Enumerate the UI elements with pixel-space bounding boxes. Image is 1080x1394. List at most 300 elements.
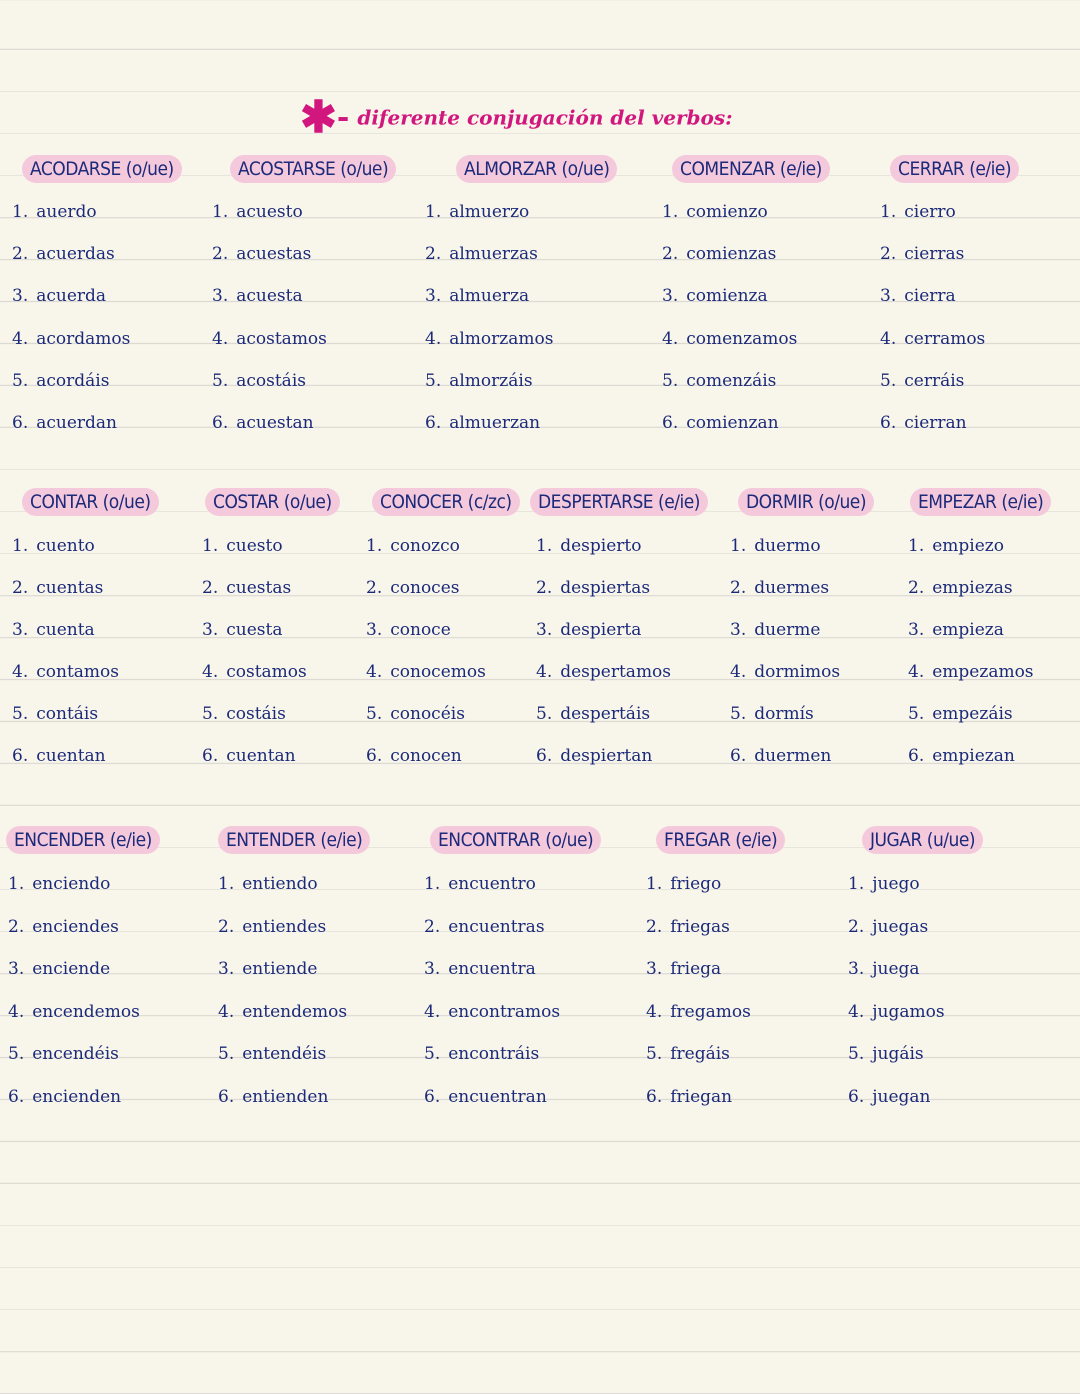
- verb-form: acordamos: [36, 328, 131, 349]
- verb-form: entiende: [242, 959, 318, 979]
- verb-form: friegas: [670, 916, 730, 937]
- verb-form: duermo: [754, 536, 821, 556]
- verb-form: comienzas: [686, 244, 777, 265]
- conjugation-form: [730, 620, 820, 640]
- conjugation-form: [366, 536, 460, 556]
- conjugation-form: [536, 746, 652, 766]
- verb-heading: ACODARSE (o/ue): [22, 155, 182, 183]
- person-number: 5.: [646, 1044, 663, 1064]
- person-number: 5.: [880, 370, 897, 391]
- person-number: 4.: [424, 1001, 441, 1022]
- verb-form: acostamos: [236, 328, 327, 349]
- person-number: 1.: [212, 202, 229, 222]
- person-number: 1.: [730, 536, 747, 556]
- conjugation-form: [202, 746, 296, 766]
- verb-form: conoce: [390, 620, 451, 640]
- person-number: 1.: [908, 536, 925, 556]
- verb-heading: COSTAR (o/ue): [205, 488, 340, 516]
- conjugation-form: [218, 1002, 347, 1022]
- person-number: 2.: [424, 916, 441, 937]
- verb-form: encuentra: [448, 959, 536, 979]
- conjugation-form: [12, 413, 117, 433]
- verb-form: almuerzas: [449, 244, 538, 265]
- verb-form: despertamos: [560, 662, 672, 682]
- verb-form: encendemos: [32, 1001, 140, 1022]
- verb-form: costamos: [226, 662, 307, 682]
- conjugation-form: [425, 413, 540, 433]
- verb-form: acuesto: [236, 202, 303, 222]
- verb-form: comienzo: [686, 202, 768, 222]
- person-number: 4.: [8, 1001, 25, 1022]
- verb-form: entienden: [242, 1086, 329, 1107]
- person-number: 6.: [880, 413, 897, 433]
- title-dash: -: [336, 100, 350, 135]
- conjugation-form: [202, 662, 307, 682]
- conjugation-form: [12, 371, 109, 391]
- conjugation-form: [880, 329, 985, 349]
- verb-form: cuesto: [226, 536, 283, 556]
- person-number: 4.: [848, 1001, 865, 1022]
- person-number: 3.: [202, 620, 219, 640]
- person-number: 4.: [212, 328, 229, 349]
- person-number: 6.: [425, 413, 442, 433]
- person-number: 6.: [366, 746, 383, 766]
- conjugation-form: [908, 536, 1004, 556]
- verb-form: comienzan: [686, 413, 779, 433]
- conjugation-form: [662, 329, 797, 349]
- person-number: 2.: [218, 916, 235, 937]
- conjugation-form: [366, 746, 462, 766]
- person-number: 5.: [662, 370, 679, 391]
- person-number: 5.: [202, 704, 219, 724]
- person-number: 2.: [880, 244, 897, 265]
- person-number: 6.: [908, 746, 925, 766]
- verb-form: acuestas: [236, 244, 312, 265]
- conjugation-form: [8, 1087, 121, 1107]
- verb-form: conocen: [390, 746, 462, 766]
- person-number: 4.: [908, 662, 925, 682]
- person-number: 1.: [202, 536, 219, 556]
- person-number: 5.: [425, 370, 442, 391]
- conjugation-form: [366, 704, 465, 724]
- verb-form: cierran: [904, 413, 967, 433]
- verb-form: cuentan: [36, 746, 106, 766]
- conjugation-form: [202, 536, 283, 556]
- verb-form: cuento: [36, 536, 95, 556]
- verb-form: despierto: [560, 536, 642, 556]
- person-number: 6.: [536, 746, 553, 766]
- person-number: 1.: [218, 874, 235, 894]
- verb-form: almorzáis: [449, 370, 533, 391]
- person-number: 6.: [662, 413, 679, 433]
- person-number: 2.: [662, 244, 679, 265]
- conjugation-form: [730, 536, 821, 556]
- person-number: 5.: [12, 704, 29, 724]
- verb-form: despiertan: [560, 746, 653, 766]
- conjugation-form: [424, 1002, 560, 1022]
- verb-form: entendéis: [242, 1044, 327, 1064]
- conjugation-form: [12, 329, 130, 349]
- person-number: 1.: [8, 874, 25, 894]
- verb-form: despertáis: [560, 704, 651, 724]
- person-number: 6.: [646, 1086, 663, 1107]
- verb-form: cuentas: [36, 578, 104, 598]
- conjugation-form: [662, 202, 768, 222]
- conjugation-form: [424, 1044, 539, 1064]
- person-number: 3.: [662, 286, 679, 307]
- verb-form: despiertas: [560, 578, 651, 598]
- verb-form: cierro: [904, 202, 956, 222]
- verb-form: acordáis: [36, 370, 110, 391]
- verb-form: costáis: [226, 704, 286, 724]
- person-number: 1.: [646, 874, 663, 894]
- verb-form: acuesta: [236, 286, 303, 307]
- conjugation-form: [662, 371, 776, 391]
- person-number: 3.: [366, 620, 383, 640]
- conjugation-form: [218, 917, 326, 937]
- conjugation-form: [12, 286, 106, 306]
- conjugation-form: [424, 917, 545, 937]
- conjugation-form: [212, 244, 311, 264]
- person-number: 2.: [366, 578, 383, 598]
- verb-form: comenzáis: [686, 370, 777, 391]
- verb-form: empieza: [932, 620, 1004, 640]
- person-number: 4.: [662, 328, 679, 349]
- person-number: 4.: [218, 1001, 235, 1022]
- verb-form: contamos: [36, 662, 119, 682]
- verb-form: entiendes: [242, 916, 327, 937]
- verb-form: acostáis: [236, 370, 306, 391]
- person-number: 3.: [218, 959, 235, 979]
- person-number: 6.: [212, 413, 229, 433]
- verb-heading: FREGAR (e/ie): [656, 826, 785, 854]
- verb-heading: ALMORZAR (o/ue): [456, 155, 617, 183]
- verb-form: juego: [872, 874, 920, 894]
- person-number: 1.: [880, 202, 897, 222]
- person-number: 2.: [646, 916, 663, 937]
- verb-form: encuentro: [448, 874, 536, 894]
- person-number: 6.: [730, 746, 747, 766]
- person-number: 1.: [424, 874, 441, 894]
- person-number: 2.: [202, 578, 219, 598]
- verb-heading: ENCENDER (e/ie): [6, 826, 160, 854]
- verb-form: encontramos: [448, 1001, 561, 1022]
- person-number: 4.: [366, 662, 383, 682]
- person-number: 1.: [12, 536, 29, 556]
- person-number: 3.: [536, 620, 553, 640]
- verb-form: conoces: [390, 578, 460, 598]
- verb-form: duermen: [754, 746, 832, 766]
- verb-form: cierras: [904, 244, 965, 265]
- verb-heading: COMENZAR (e/ie): [672, 155, 830, 183]
- conjugation-form: [12, 202, 97, 222]
- conjugation-form: [880, 286, 956, 306]
- verb-form: acuestan: [236, 413, 314, 433]
- person-number: 5.: [908, 704, 925, 724]
- verb-form: fregáis: [670, 1044, 730, 1064]
- verb-form: friego: [670, 874, 722, 894]
- conjugation-form: [848, 874, 920, 894]
- conjugation-form: [848, 1002, 945, 1022]
- verb-form: empiezo: [932, 536, 1004, 556]
- person-number: 2.: [12, 578, 29, 598]
- verb-form: encuentras: [448, 916, 545, 937]
- person-number: 5.: [536, 704, 553, 724]
- verb-form: cerráis: [904, 370, 965, 391]
- conjugation-form: [202, 620, 282, 640]
- conjugation-form: [218, 874, 318, 894]
- person-number: 1.: [848, 874, 865, 894]
- asterisk-icon: ✱: [300, 92, 337, 143]
- conjugation-form: [12, 746, 106, 766]
- verb-heading: CERRAR (e/ie): [890, 155, 1019, 183]
- conjugation-form: [425, 329, 553, 349]
- verb-heading: DORMIR (o/ue): [738, 488, 874, 516]
- title-text: diferente conjugación del verbos:: [357, 105, 733, 130]
- conjugation-form: [212, 286, 303, 306]
- verb-form: comienza: [686, 286, 768, 307]
- person-number: 2.: [12, 244, 29, 265]
- conjugation-form: [202, 578, 291, 598]
- conjugation-form: [908, 578, 1013, 598]
- conjugation-form: [424, 959, 536, 979]
- conjugation-form: [662, 286, 768, 306]
- verb-form: comenzamos: [686, 328, 798, 349]
- verb-form: acuerda: [36, 286, 107, 307]
- conjugation-form: [212, 202, 303, 222]
- person-number: 2.: [8, 916, 25, 937]
- conjugation-form: [8, 917, 119, 937]
- conjugation-form: [908, 704, 1013, 724]
- conjugation-form: [425, 286, 529, 306]
- person-number: 6.: [424, 1086, 441, 1107]
- verb-form: contáis: [36, 704, 99, 724]
- conjugation-form: [848, 1044, 924, 1064]
- verb-form: acuerdan: [36, 413, 117, 433]
- person-number: 4.: [12, 662, 29, 682]
- verb-form: empiezan: [932, 746, 1015, 766]
- conjugation-form: [880, 244, 964, 264]
- conjugation-form: [425, 202, 529, 222]
- person-number: 3.: [12, 620, 29, 640]
- verb-form: cerramos: [904, 328, 986, 349]
- person-number: 3.: [880, 286, 897, 307]
- verb-form: cuentan: [226, 746, 296, 766]
- conjugation-form: [880, 371, 964, 391]
- person-number: 4.: [202, 662, 219, 682]
- person-number: 2.: [425, 244, 442, 265]
- verb-form: juegas: [872, 916, 929, 937]
- person-number: 4.: [425, 328, 442, 349]
- person-number: 5.: [730, 704, 747, 724]
- conjugation-form: [646, 959, 721, 979]
- verb-form: enciende: [32, 959, 111, 979]
- person-number: 5.: [366, 704, 383, 724]
- conjugation-form: [12, 578, 103, 598]
- person-number: 1.: [366, 536, 383, 556]
- verb-form: juega: [872, 959, 920, 979]
- person-number: 5.: [212, 370, 229, 391]
- person-number: 2.: [212, 244, 229, 265]
- conjugation-form: [848, 959, 920, 979]
- verb-form: conocéis: [390, 704, 465, 724]
- person-number: 6.: [12, 413, 29, 433]
- verb-form: almuerzan: [449, 413, 541, 433]
- conjugation-form: [12, 662, 119, 682]
- person-number: 6.: [218, 1086, 235, 1107]
- conjugation-form: [425, 371, 533, 391]
- verb-form: jugamos: [872, 1001, 945, 1022]
- conjugation-form: [730, 704, 814, 724]
- person-number: 1.: [662, 202, 679, 222]
- person-number: 3.: [424, 959, 441, 979]
- verb-form: dormís: [754, 704, 814, 724]
- person-number: 2.: [536, 578, 553, 598]
- verb-form: entiendo: [242, 874, 318, 894]
- verb-heading: EMPEZAR (e/ie): [910, 488, 1051, 516]
- conjugation-form: [212, 329, 327, 349]
- person-number: 5.: [8, 1044, 25, 1064]
- verb-form: acuerdas: [36, 244, 115, 265]
- conjugation-form: [730, 746, 831, 766]
- conjugation-form: [8, 1002, 140, 1022]
- verb-form: encontráis: [448, 1044, 540, 1064]
- conjugation-form: [8, 1044, 119, 1064]
- conjugation-form: [425, 244, 538, 264]
- conjugation-form: [424, 874, 536, 894]
- conjugation-form: [880, 202, 956, 222]
- person-number: 4.: [730, 662, 747, 682]
- conjugation-form: [366, 578, 459, 598]
- person-number: 3.: [8, 959, 25, 979]
- conjugation-form: [646, 917, 730, 937]
- conjugation-form: [366, 620, 451, 640]
- conjugation-form: [536, 662, 671, 682]
- conjugation-form: [8, 874, 110, 894]
- person-number: 2.: [848, 916, 865, 937]
- verb-form: dormimos: [754, 662, 841, 682]
- conjugation-form: [536, 620, 641, 640]
- person-number: 3.: [212, 286, 229, 307]
- verb-heading: DESPERTARSE (e/ie): [530, 488, 708, 516]
- verb-form: encuentran: [448, 1086, 547, 1107]
- verb-heading: CONOCER (c/zc): [372, 488, 520, 516]
- verb-form: entendemos: [242, 1001, 348, 1022]
- conjugation-form: [12, 620, 95, 640]
- person-number: 1.: [536, 536, 553, 556]
- person-number: 5.: [12, 370, 29, 391]
- conjugation-form: [212, 413, 314, 433]
- verb-form: empezamos: [932, 662, 1034, 682]
- conjugation-form: [908, 662, 1034, 682]
- verb-form: despierta: [560, 620, 642, 640]
- person-number: 6.: [8, 1086, 25, 1107]
- verb-form: cuesta: [226, 620, 283, 640]
- conjugation-form: [12, 704, 98, 724]
- conjugation-form: [730, 578, 829, 598]
- conjugation-form: [646, 874, 721, 894]
- verb-heading: ENCONTRAR (o/ue): [430, 826, 601, 854]
- conjugation-form: [212, 371, 306, 391]
- person-number: 3.: [425, 286, 442, 307]
- person-number: 2.: [730, 578, 747, 598]
- person-number: 4.: [880, 328, 897, 349]
- verb-form: empezáis: [932, 704, 1013, 724]
- person-number: 1.: [425, 202, 442, 222]
- person-number: 3.: [730, 620, 747, 640]
- verb-form: cuenta: [36, 620, 95, 640]
- verb-form: duermes: [754, 578, 830, 598]
- conjugation-form: [646, 1002, 751, 1022]
- verb-form: encendéis: [32, 1044, 119, 1064]
- verb-form: almuerzo: [449, 202, 530, 222]
- person-number: 5.: [218, 1044, 235, 1064]
- conjugation-form: [366, 662, 486, 682]
- conjugation-form: [730, 662, 840, 682]
- verb-heading: ENTENDER (e/ie): [218, 826, 370, 854]
- person-number: 4.: [536, 662, 553, 682]
- verb-form: duerme: [754, 620, 821, 640]
- verb-form: cierra: [904, 286, 956, 307]
- page-title: [300, 92, 732, 143]
- person-number: 4.: [12, 328, 29, 349]
- verb-form: friega: [670, 959, 722, 979]
- verb-form: enciendo: [32, 874, 111, 894]
- conjugation-form: [424, 1087, 547, 1107]
- person-number: 1.: [12, 202, 29, 222]
- person-number: 3.: [12, 286, 29, 307]
- verb-heading: ACOSTARSE (o/ue): [230, 155, 396, 183]
- verb-heading: JUGAR (u/ue): [862, 826, 983, 854]
- verb-form: empiezas: [932, 578, 1013, 598]
- person-number: 6.: [848, 1086, 865, 1107]
- person-number: 2.: [908, 578, 925, 598]
- person-number: 6.: [202, 746, 219, 766]
- conjugation-form: [880, 413, 967, 433]
- conjugation-form: [8, 959, 110, 979]
- conjugation-form: [908, 620, 1004, 640]
- verb-form: almuerza: [449, 286, 530, 307]
- verb-form: friegan: [670, 1086, 733, 1107]
- conjugation-form: [536, 578, 650, 598]
- conjugation-form: [848, 1087, 930, 1107]
- verb-form: jugáis: [872, 1044, 924, 1064]
- verb-form: juegan: [872, 1086, 931, 1107]
- conjugation-form: [202, 704, 286, 724]
- verb-form: conozco: [390, 536, 460, 556]
- person-number: 5.: [424, 1044, 441, 1064]
- verb-form: conocemos: [390, 662, 486, 682]
- verb-form: encienden: [32, 1086, 122, 1107]
- verb-form: fregamos: [670, 1001, 751, 1022]
- conjugation-form: [646, 1087, 732, 1107]
- person-number: 3.: [848, 959, 865, 979]
- conjugation-form: [218, 1087, 328, 1107]
- conjugation-form: [536, 704, 650, 724]
- conjugation-form: [908, 746, 1015, 766]
- verb-heading: CONTAR (o/ue): [22, 488, 159, 516]
- person-number: 3.: [646, 959, 663, 979]
- conjugation-form: [12, 244, 115, 264]
- person-number: 5.: [848, 1044, 865, 1064]
- verb-form: cuestas: [226, 578, 292, 598]
- conjugation-form: [662, 244, 776, 264]
- person-number: 6.: [12, 746, 29, 766]
- conjugation-form: [848, 917, 928, 937]
- conjugation-form: [218, 959, 317, 979]
- verb-form: enciendes: [32, 916, 119, 937]
- conjugation-form: [12, 536, 95, 556]
